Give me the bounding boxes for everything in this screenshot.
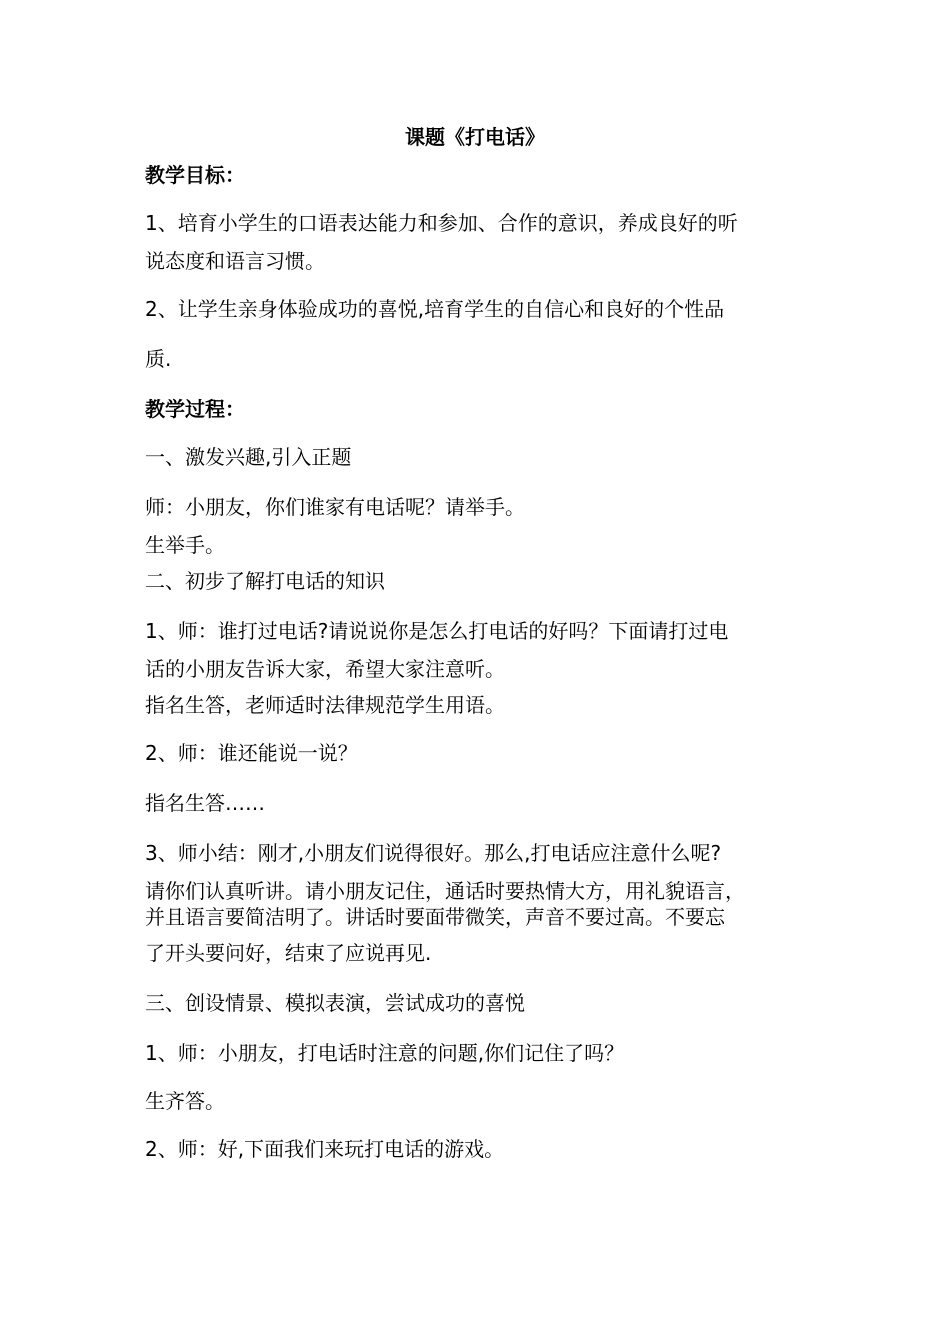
paragraph-line: 1、培育小学生的口语表达能力和参加、合作的意识，养成良好的听 [145,211,738,235]
paragraph-line: 1、师：小朋友，打电话时注意的问题,你们记住了吗？ [145,1041,625,1065]
paragraph-line: 师：小朋友，你们谁家有电话呢？请举手。 [145,495,525,519]
paragraph-line: 指名生答，老师适时法律规范学生用语。 [145,693,505,717]
section-heading-goals: 教学目标： [145,163,245,187]
paragraph-line: 2、师：好,下面我们来玩打电话的游戏。 [145,1137,505,1161]
paragraph-line: 说态度和语言习惯。 [145,249,325,273]
paragraph-line: 话的小朋友告诉大家，希望大家注意听。 [145,657,505,681]
paragraph-line: 并且语言要简洁明了。讲话时要面带微笑，声音不要过高。不要忘 [145,905,725,929]
paragraph-line: 质. [145,347,172,371]
paragraph-line: 生齐答。 [145,1089,225,1113]
section-heading-process: 教学过程： [145,397,245,421]
paragraph-line: 了开头要问好，结束了应说再见. [145,941,432,965]
subsection-heading: 二、初步了解打电话的知识 [145,569,385,593]
subsection-heading: 三、创设情景、模拟表演，尝试成功的喜悦 [145,991,525,1015]
subsection-heading: 一、激发兴趣,引入正题 [145,445,352,469]
paragraph-line: 生举手。 [145,533,225,557]
document-title: 课题《打电话》 [405,125,545,149]
paragraph-line: 1、师：谁打过电话?请说说你是怎么打电话的好吗？下面请打过电 [145,619,729,643]
paragraph-line: 指名生答…… [145,791,265,815]
paragraph-line: 2、让学生亲身体验成功的喜悦,培育学生的自信心和良好的个性品 [145,297,725,321]
paragraph-line: 请你们认真听讲。请小朋友记住，通话时要热情大方，用礼貌语言， [145,879,745,903]
paragraph-line: 3、师小结：刚才,小朋友们说得很好。那么,打电话应注意什么呢? [145,841,722,865]
paragraph-line: 2、师：谁还能说一说？ [145,741,358,765]
